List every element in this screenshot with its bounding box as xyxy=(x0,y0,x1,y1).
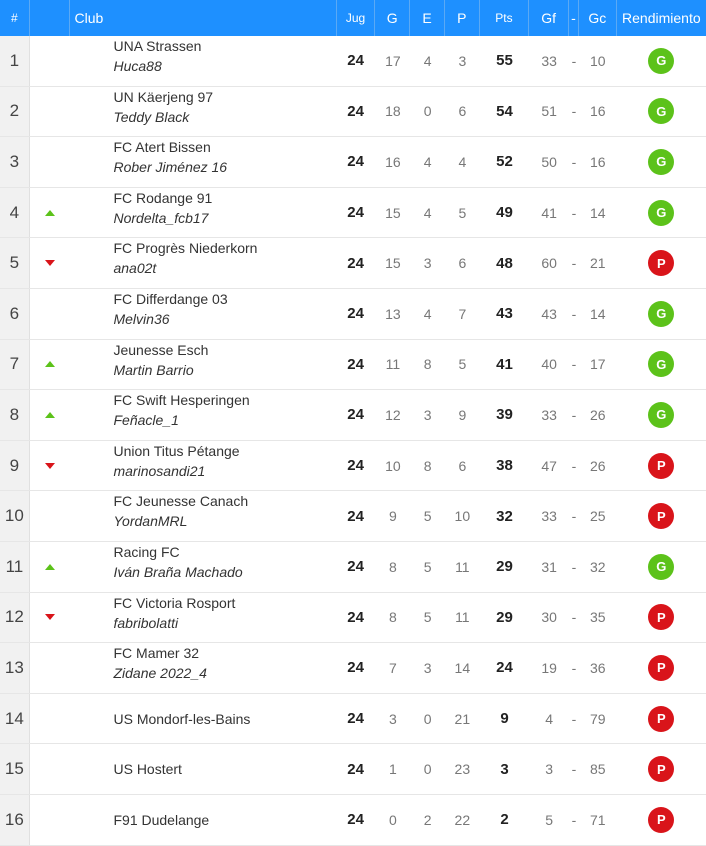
manager-name[interactable]: YordanMRL xyxy=(113,513,188,530)
played-cell: 24 xyxy=(347,153,364,171)
performance-badge: P xyxy=(648,807,674,833)
goals-for-cell: 60 xyxy=(541,255,557,272)
played-cell: 24 xyxy=(347,760,364,778)
points-cell: 29 xyxy=(496,558,513,576)
header-played[interactable]: Jug xyxy=(336,0,376,36)
goal-separator: - xyxy=(571,761,577,778)
position-cell: 4 xyxy=(0,188,30,238)
club-cell xyxy=(69,694,335,744)
goals-against-cell: 16 xyxy=(590,153,606,170)
table-row[interactable] xyxy=(0,289,706,340)
performance-cell xyxy=(617,542,706,592)
table-header xyxy=(0,0,706,36)
points-cell: 38 xyxy=(496,457,513,475)
played-cell: 24 xyxy=(347,204,364,222)
goal-separator: - xyxy=(571,255,577,272)
performance-badge: G xyxy=(648,402,674,428)
table-row[interactable] xyxy=(0,390,706,441)
points-cell: 48 xyxy=(496,254,513,272)
club-cell xyxy=(69,188,335,238)
table-row[interactable] xyxy=(0,491,706,542)
won-cell: 9 xyxy=(388,508,397,525)
drawn-cell: 4 xyxy=(423,52,432,69)
drawn-cell: 0 xyxy=(423,710,432,727)
points-cell: 52 xyxy=(496,153,513,171)
won-cell: 10 xyxy=(385,457,401,474)
club-cell xyxy=(69,593,335,643)
won-cell: 17 xyxy=(385,52,401,69)
lost-cell: 6 xyxy=(458,255,467,272)
table-body xyxy=(0,36,706,846)
trend-cell xyxy=(30,694,70,744)
trend-cell xyxy=(30,441,70,491)
goal-separator: - xyxy=(571,811,577,828)
trend-cell xyxy=(30,491,70,541)
drawn-cell: 4 xyxy=(423,204,432,221)
position-cell: 15 xyxy=(0,744,30,794)
position-cell: 1 xyxy=(0,36,30,86)
goals-for-cell: 50 xyxy=(541,153,557,170)
position-cell: 14 xyxy=(0,694,30,744)
team-name[interactable]: US Mondorf-les-Bains xyxy=(113,710,251,727)
performance-badge: P xyxy=(648,604,674,630)
performance-cell xyxy=(617,137,706,187)
manager-name[interactable]: Martin Barrio xyxy=(113,361,194,378)
drawn-cell: 0 xyxy=(423,103,432,120)
lost-cell: 23 xyxy=(454,761,471,778)
club-cell xyxy=(69,390,335,440)
team-name[interactable]: FC Jeunesse Canach xyxy=(113,493,249,510)
goals-for-cell: 47 xyxy=(541,457,557,474)
manager-name[interactable]: Iván Braña Machado xyxy=(113,563,243,580)
performance-badge: P xyxy=(648,756,674,782)
drawn-cell: 3 xyxy=(423,406,432,423)
goals-for-cell: 19 xyxy=(541,659,557,676)
goals-against-cell: 71 xyxy=(590,811,606,828)
played-cell: 24 xyxy=(347,811,364,829)
team-name[interactable]: US Hostert xyxy=(113,761,182,778)
table-row[interactable] xyxy=(0,137,706,188)
won-cell: 13 xyxy=(385,305,401,322)
trend-cell xyxy=(30,238,70,288)
won-cell: 3 xyxy=(388,710,397,727)
goal-separator: - xyxy=(571,356,577,373)
goals-for-cell: 30 xyxy=(541,609,557,626)
lost-cell: 21 xyxy=(454,710,471,727)
position-cell: 10 xyxy=(0,491,30,541)
performance-cell xyxy=(617,188,706,238)
played-cell: 24 xyxy=(347,608,364,626)
performance-cell xyxy=(617,390,706,440)
header-club[interactable]: Club xyxy=(74,10,104,26)
goals-against-cell: 16 xyxy=(590,103,606,120)
goals-against-cell: 10 xyxy=(590,52,606,69)
position-cell: 3 xyxy=(0,137,30,187)
performance-cell xyxy=(617,340,706,390)
played-cell: 24 xyxy=(347,659,364,677)
performance-cell xyxy=(617,289,706,339)
team-name[interactable]: FC Progrès Niederkorn xyxy=(113,240,258,257)
manager-name[interactable]: Feñacle_1 xyxy=(113,412,179,429)
manager-name[interactable]: Teddy Black xyxy=(113,108,190,125)
points-cell: 24 xyxy=(496,659,513,677)
goals-for-cell: 33 xyxy=(541,406,557,423)
won-cell: 12 xyxy=(385,406,401,423)
trend-cell xyxy=(30,87,70,137)
team-name[interactable]: FC Victoria Rosport xyxy=(113,594,236,611)
performance-badge: P xyxy=(648,655,674,681)
position-cell: 16 xyxy=(0,795,30,845)
lost-cell: 5 xyxy=(458,204,467,221)
performance-cell xyxy=(617,491,706,541)
trend-cell xyxy=(30,593,70,643)
drawn-cell: 4 xyxy=(423,153,432,170)
goals-for-cell: 5 xyxy=(545,811,554,828)
position-cell: 2 xyxy=(0,87,30,137)
performance-badge: P xyxy=(648,250,674,276)
team-name[interactable]: Racing FC xyxy=(113,543,180,560)
points-cell: 41 xyxy=(496,355,513,373)
performance-cell xyxy=(617,36,706,86)
trend-cell xyxy=(30,36,70,86)
trend-down-icon xyxy=(45,463,55,469)
team-name[interactable]: Union Titus Pétange xyxy=(113,442,240,459)
performance-cell xyxy=(617,795,706,845)
points-cell: 9 xyxy=(500,710,509,728)
trend-cell xyxy=(30,643,70,693)
performance-cell xyxy=(617,441,706,491)
table-row[interactable] xyxy=(0,340,706,391)
position-cell: 12 xyxy=(0,593,30,643)
position-cell: 5 xyxy=(0,238,30,288)
goals-against-cell: 35 xyxy=(590,609,606,626)
header-drawn[interactable]: E xyxy=(410,0,445,36)
points-cell: 2 xyxy=(500,811,509,829)
performance-badge: G xyxy=(648,200,674,226)
goals-for-cell: 41 xyxy=(541,204,557,221)
manager-name[interactable]: Nordelta_fcb17 xyxy=(113,209,209,226)
goals-against-cell: 17 xyxy=(590,356,606,373)
header-position[interactable]: # xyxy=(0,0,30,36)
won-cell: 8 xyxy=(388,558,397,575)
club-cell xyxy=(69,491,335,541)
goal-separator: - xyxy=(571,508,577,525)
goals-for-cell: 33 xyxy=(541,52,557,69)
lost-cell: 6 xyxy=(458,103,467,120)
trend-down-icon xyxy=(45,260,55,266)
goals-against-cell: 26 xyxy=(590,406,606,423)
header-goals-against[interactable]: Gc xyxy=(579,0,617,36)
performance-cell xyxy=(617,744,706,794)
goals-against-cell: 79 xyxy=(590,710,606,727)
position-cell: 7 xyxy=(0,340,30,390)
played-cell: 24 xyxy=(347,355,364,373)
club-cell xyxy=(69,340,335,390)
trend-cell xyxy=(30,795,70,845)
trend-down-icon xyxy=(45,614,55,620)
trend-up-icon xyxy=(45,564,55,570)
trend-up-icon xyxy=(45,412,55,418)
drawn-cell: 3 xyxy=(423,255,432,272)
header-lost[interactable]: P xyxy=(445,0,480,36)
played-cell: 24 xyxy=(347,254,364,272)
club-cell xyxy=(69,36,335,86)
goals-against-cell: 85 xyxy=(590,761,606,778)
drawn-cell: 5 xyxy=(423,508,432,525)
team-name[interactable]: FC Rodange 91 xyxy=(113,189,213,206)
won-cell: 16 xyxy=(385,153,401,170)
trend-cell xyxy=(30,542,70,592)
lost-cell: 9 xyxy=(458,406,467,423)
goals-for-cell: 51 xyxy=(541,103,557,120)
position-cell: 11 xyxy=(0,542,30,592)
manager-name[interactable]: ana02t xyxy=(113,260,157,277)
played-cell: 24 xyxy=(347,305,364,323)
points-cell: 49 xyxy=(496,204,513,222)
points-cell: 54 xyxy=(496,102,513,120)
club-cell xyxy=(69,238,335,288)
lost-cell: 6 xyxy=(458,457,467,474)
goals-for-cell: 4 xyxy=(545,710,554,727)
won-cell: 15 xyxy=(385,204,401,221)
performance-badge: P xyxy=(648,453,674,479)
played-cell: 24 xyxy=(347,710,364,728)
played-cell: 24 xyxy=(347,558,364,576)
performance-badge: G xyxy=(648,149,674,175)
drawn-cell: 5 xyxy=(423,558,432,575)
club-cell xyxy=(69,643,335,693)
header-points[interactable]: Pts xyxy=(480,0,530,36)
goal-separator: - xyxy=(571,558,577,575)
goal-separator: - xyxy=(571,609,577,626)
club-cell xyxy=(69,441,335,491)
lost-cell: 5 xyxy=(458,356,467,373)
goal-separator: - xyxy=(571,204,577,221)
manager-name[interactable]: Zidane 2022_4 xyxy=(113,665,207,682)
lost-cell: 7 xyxy=(458,305,467,322)
table-row[interactable] xyxy=(0,795,706,846)
drawn-cell: 2 xyxy=(423,811,432,828)
performance-badge: G xyxy=(648,301,674,327)
drawn-cell: 8 xyxy=(423,356,432,373)
table-row[interactable] xyxy=(0,188,706,239)
manager-name[interactable]: fabribolatti xyxy=(113,614,179,631)
club-cell xyxy=(69,795,335,845)
goal-separator: - xyxy=(571,52,577,69)
played-cell: 24 xyxy=(347,406,364,424)
performance-cell xyxy=(617,87,706,137)
header-separator: - xyxy=(569,0,579,36)
table-row[interactable] xyxy=(0,593,706,644)
position-cell: 9 xyxy=(0,441,30,491)
manager-name[interactable]: Rober Jiménez 16 xyxy=(113,159,228,176)
team-name[interactable]: FC Atert Bissen xyxy=(113,139,211,156)
goal-separator: - xyxy=(571,710,577,727)
goal-separator: - xyxy=(571,457,577,474)
team-name[interactable]: F91 Dudelange xyxy=(113,811,210,828)
goals-against-cell: 25 xyxy=(590,508,606,525)
points-cell: 32 xyxy=(496,507,513,525)
won-cell: 8 xyxy=(388,609,397,626)
table-row[interactable] xyxy=(0,694,706,745)
points-cell: 39 xyxy=(496,406,513,424)
performance-badge: G xyxy=(648,98,674,124)
performance-badge: P xyxy=(648,503,674,529)
lost-cell: 11 xyxy=(455,558,470,575)
team-name[interactable]: FC Mamer 32 xyxy=(113,645,200,662)
trend-cell xyxy=(30,744,70,794)
manager-name[interactable]: marinosandi21 xyxy=(113,462,206,479)
goal-separator: - xyxy=(571,659,577,676)
goals-for-cell: 3 xyxy=(545,761,554,778)
manager-name[interactable]: Melvin36 xyxy=(113,310,170,327)
team-name[interactable]: FC Differdange 03 xyxy=(113,290,228,307)
performance-cell xyxy=(617,238,706,288)
goals-against-cell: 32 xyxy=(590,558,606,575)
goals-for-cell: 33 xyxy=(541,508,557,525)
club-cell xyxy=(69,87,335,137)
header-trend xyxy=(30,0,70,36)
table-row[interactable] xyxy=(0,441,706,492)
table-row[interactable] xyxy=(0,36,706,87)
performance-badge: G xyxy=(648,48,674,74)
won-cell: 18 xyxy=(385,103,401,120)
team-name[interactable]: UNA Strassen xyxy=(113,38,202,54)
table-row[interactable] xyxy=(0,542,706,593)
won-cell: 7 xyxy=(388,659,397,676)
lost-cell: 3 xyxy=(458,52,467,69)
trend-cell xyxy=(30,188,70,238)
goals-against-cell: 36 xyxy=(590,659,606,676)
drawn-cell: 3 xyxy=(423,659,432,676)
header-won[interactable]: G xyxy=(375,0,410,36)
goals-against-cell: 14 xyxy=(590,204,606,221)
goals-for-cell: 31 xyxy=(541,558,557,575)
performance-badge: G xyxy=(648,554,674,580)
goals-against-cell: 14 xyxy=(590,305,606,322)
drawn-cell: 5 xyxy=(423,609,432,626)
drawn-cell: 0 xyxy=(423,761,432,778)
lost-cell: 11 xyxy=(455,609,470,626)
table-row[interactable] xyxy=(0,87,706,138)
table-row[interactable] xyxy=(0,238,706,289)
won-cell: 1 xyxy=(388,761,397,778)
header-performance[interactable]: Rendimiento xyxy=(622,10,701,26)
goals-against-cell: 21 xyxy=(590,255,606,272)
points-cell: 55 xyxy=(496,52,513,70)
team-name[interactable]: UN Käerjeng 97 xyxy=(113,88,214,105)
points-cell: 3 xyxy=(500,760,509,778)
club-cell xyxy=(69,542,335,592)
lost-cell: 10 xyxy=(454,508,471,525)
goals-for-cell: 43 xyxy=(541,305,557,322)
goal-separator: - xyxy=(571,103,577,120)
played-cell: 24 xyxy=(347,102,364,120)
played-cell: 24 xyxy=(347,457,364,475)
trend-up-icon xyxy=(45,361,55,367)
goal-separator: - xyxy=(571,406,577,423)
played-cell: 24 xyxy=(347,52,364,70)
trend-cell xyxy=(30,390,70,440)
position-cell: 8 xyxy=(0,390,30,440)
team-name[interactable]: FC Swift Hesperingen xyxy=(113,392,250,409)
points-cell: 29 xyxy=(496,608,513,626)
goal-separator: - xyxy=(571,305,577,322)
drawn-cell: 8 xyxy=(423,457,432,474)
performance-cell xyxy=(617,643,706,693)
drawn-cell: 4 xyxy=(423,305,432,322)
goals-against-cell: 26 xyxy=(590,457,606,474)
manager-name[interactable]: Huca88 xyxy=(113,58,162,74)
team-name[interactable]: Jeunesse Esch xyxy=(113,341,209,358)
lost-cell: 22 xyxy=(454,811,471,828)
position-cell: 6 xyxy=(0,289,30,339)
points-cell: 43 xyxy=(496,305,513,323)
trend-cell xyxy=(30,137,70,187)
lost-cell: 4 xyxy=(458,153,467,170)
position-cell: 13 xyxy=(0,643,30,693)
won-cell: 11 xyxy=(385,356,401,373)
goals-for-cell: 40 xyxy=(541,356,557,373)
trend-up-icon xyxy=(45,210,55,216)
lost-cell: 14 xyxy=(454,659,471,676)
performance-cell xyxy=(617,593,706,643)
club-cell xyxy=(69,289,335,339)
header-goals-for[interactable]: Gf xyxy=(529,0,569,36)
trend-cell xyxy=(30,340,70,390)
table-row[interactable] xyxy=(0,643,706,694)
performance-cell xyxy=(617,694,706,744)
table-row[interactable] xyxy=(0,744,706,795)
goal-separator: - xyxy=(571,153,577,170)
club-cell xyxy=(69,744,335,794)
performance-badge: P xyxy=(648,706,674,732)
played-cell: 24 xyxy=(347,507,364,525)
trend-cell xyxy=(30,289,70,339)
won-cell: 0 xyxy=(388,811,397,828)
club-cell xyxy=(69,137,335,187)
performance-badge: G xyxy=(648,351,674,377)
won-cell: 15 xyxy=(385,255,401,272)
